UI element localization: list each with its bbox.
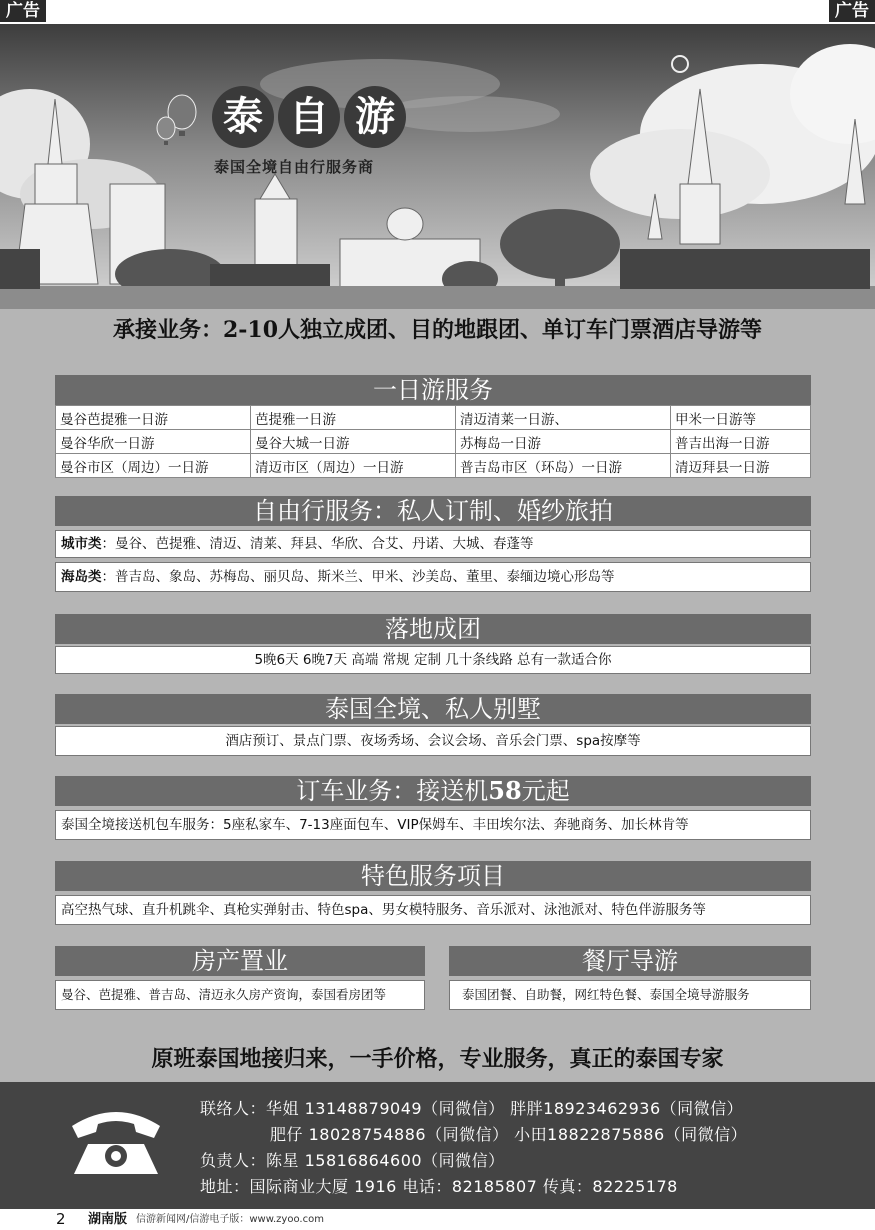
ad-label-left: 广告	[0, 0, 46, 22]
table-cell: 普吉出海一日游	[671, 430, 811, 454]
table-cell: 芭提雅一日游	[251, 406, 456, 430]
table-row	[56, 406, 811, 430]
table-cell: 曼谷市区（周边）一日游	[56, 454, 251, 478]
brand-logo	[212, 86, 406, 148]
table-cell: 曼谷大城一日游	[251, 430, 456, 454]
car-service-text: 泰国全境接送机包车服务：5座私家车、7-13座面包车、VIP保姆车、丰田埃尔法、奔驰商务、加长林肯等	[61, 817, 689, 833]
page-number: 2	[56, 1210, 66, 1228]
city-list: ：曼谷、芭提雅、清迈、清莱、拜县、华欣、合艾、丹诺、大城、春蓬等	[101, 536, 534, 552]
source-credit: 信游新闻网/信游电子版：www.zyoo.com	[136, 1214, 324, 1225]
car-service-title	[55, 776, 811, 806]
business-headline: 承接业务：2-10人独立成团、目的地跟团、单订车门票酒店导游等	[112, 317, 763, 343]
car-title-prefix: 订车业务：接送机	[296, 777, 489, 805]
day-tours-table	[55, 405, 811, 478]
edition-label: 湖南版	[88, 1212, 128, 1227]
page-footer	[0, 1209, 875, 1230]
banner-illustration	[0, 24, 875, 309]
island-label: 海岛类	[61, 569, 102, 585]
city-label: 城市类	[61, 536, 102, 552]
brand-subtitle: 泰国全境自由行服务商	[214, 158, 375, 176]
car-title-suffix: 元起	[521, 777, 570, 805]
property-box	[55, 980, 425, 1010]
group-tour-text: 5晚6天 6晚7天 高端 常规 定制 几十条线路 总有一款适合你	[254, 652, 612, 668]
special-services-box	[55, 895, 811, 925]
free-travel-title: 自由行服务：私人订制、婚纱旅拍	[55, 496, 811, 526]
logo-char: 泰	[212, 86, 274, 148]
dining-title: 餐厅导游	[449, 946, 811, 976]
special-services-text: 高空热气球、直升机跳伞、真枪实弹射击、特色spa、男女模特服务、音乐派对、泳池派对、特色伴游服务等	[61, 902, 706, 918]
logo-char: 自	[278, 86, 340, 148]
car-service-box	[55, 810, 811, 840]
villa-title: 泰国全境、私人别墅	[55, 694, 811, 724]
car-title-price: 58	[488, 776, 522, 805]
table-cell: 清迈拜县一日游	[671, 454, 811, 478]
group-tour-title: 落地成团	[55, 614, 811, 644]
table-cell: 苏梅岛一日游	[456, 430, 671, 454]
free-travel-city-row	[55, 530, 811, 558]
special-services-title: 特色服务项目	[55, 861, 811, 891]
free-travel-island-row	[55, 562, 811, 592]
table-row	[56, 430, 811, 454]
table-cell: 甲米一日游等	[671, 406, 811, 430]
day-tours-title: 一日游服务	[55, 375, 811, 405]
villa-box	[55, 726, 811, 756]
property-text: 曼谷、芭提雅、普吉岛、清迈永久房产资询，泰国看房团等	[61, 987, 387, 1002]
group-tour-box	[55, 646, 811, 674]
advertisement-page	[0, 24, 875, 1209]
table-cell: 曼谷华欣一日游	[56, 430, 251, 454]
property-title: 房产置业	[55, 946, 425, 976]
island-list: ：普吉岛、象岛、苏梅岛、丽贝岛、斯米兰、甲米、沙美岛、董里、泰缅边境心形岛等	[101, 569, 615, 585]
table-cell: 曼谷芭提雅一日游	[56, 406, 251, 430]
ad-label-right: 广告	[829, 0, 875, 22]
slogan: 原班泰国地接归来，一手价格，专业服务，真正的泰国专家	[151, 1046, 724, 1072]
logo-char: 游	[344, 86, 406, 148]
table-cell: 清迈市区（周边）一日游	[251, 454, 456, 478]
dining-box	[449, 980, 811, 1010]
contact-line: 肥仔 18028754886（同微信） 小田18822875886（同微信）	[270, 1125, 748, 1144]
table-row	[56, 454, 811, 478]
table-cell: 清迈清莱一日游、	[456, 406, 671, 430]
contact-line: 负责人：陈星 15816864600（同微信）	[200, 1151, 505, 1170]
contact-panel	[0, 1082, 875, 1209]
contact-line: 联络人：华姐 13148879049（同微信） 胖胖18923462936（同微信）	[200, 1099, 744, 1118]
contact-line: 地址：国际商业大厦 1916 电话：82185807 传真：82225178	[200, 1177, 678, 1196]
telephone-icon	[68, 1104, 164, 1176]
thailand-skyline-illustration	[0, 24, 875, 309]
villa-text: 酒店预订、景点门票、夜场秀场、会议会场、音乐会门票、spa按摩等	[225, 733, 641, 749]
dining-text: 泰国团餐、自助餐，网红特色餐、泰国全境导游服务	[462, 987, 750, 1002]
table-cell: 普吉岛市区（环岛）一日游	[456, 454, 671, 478]
